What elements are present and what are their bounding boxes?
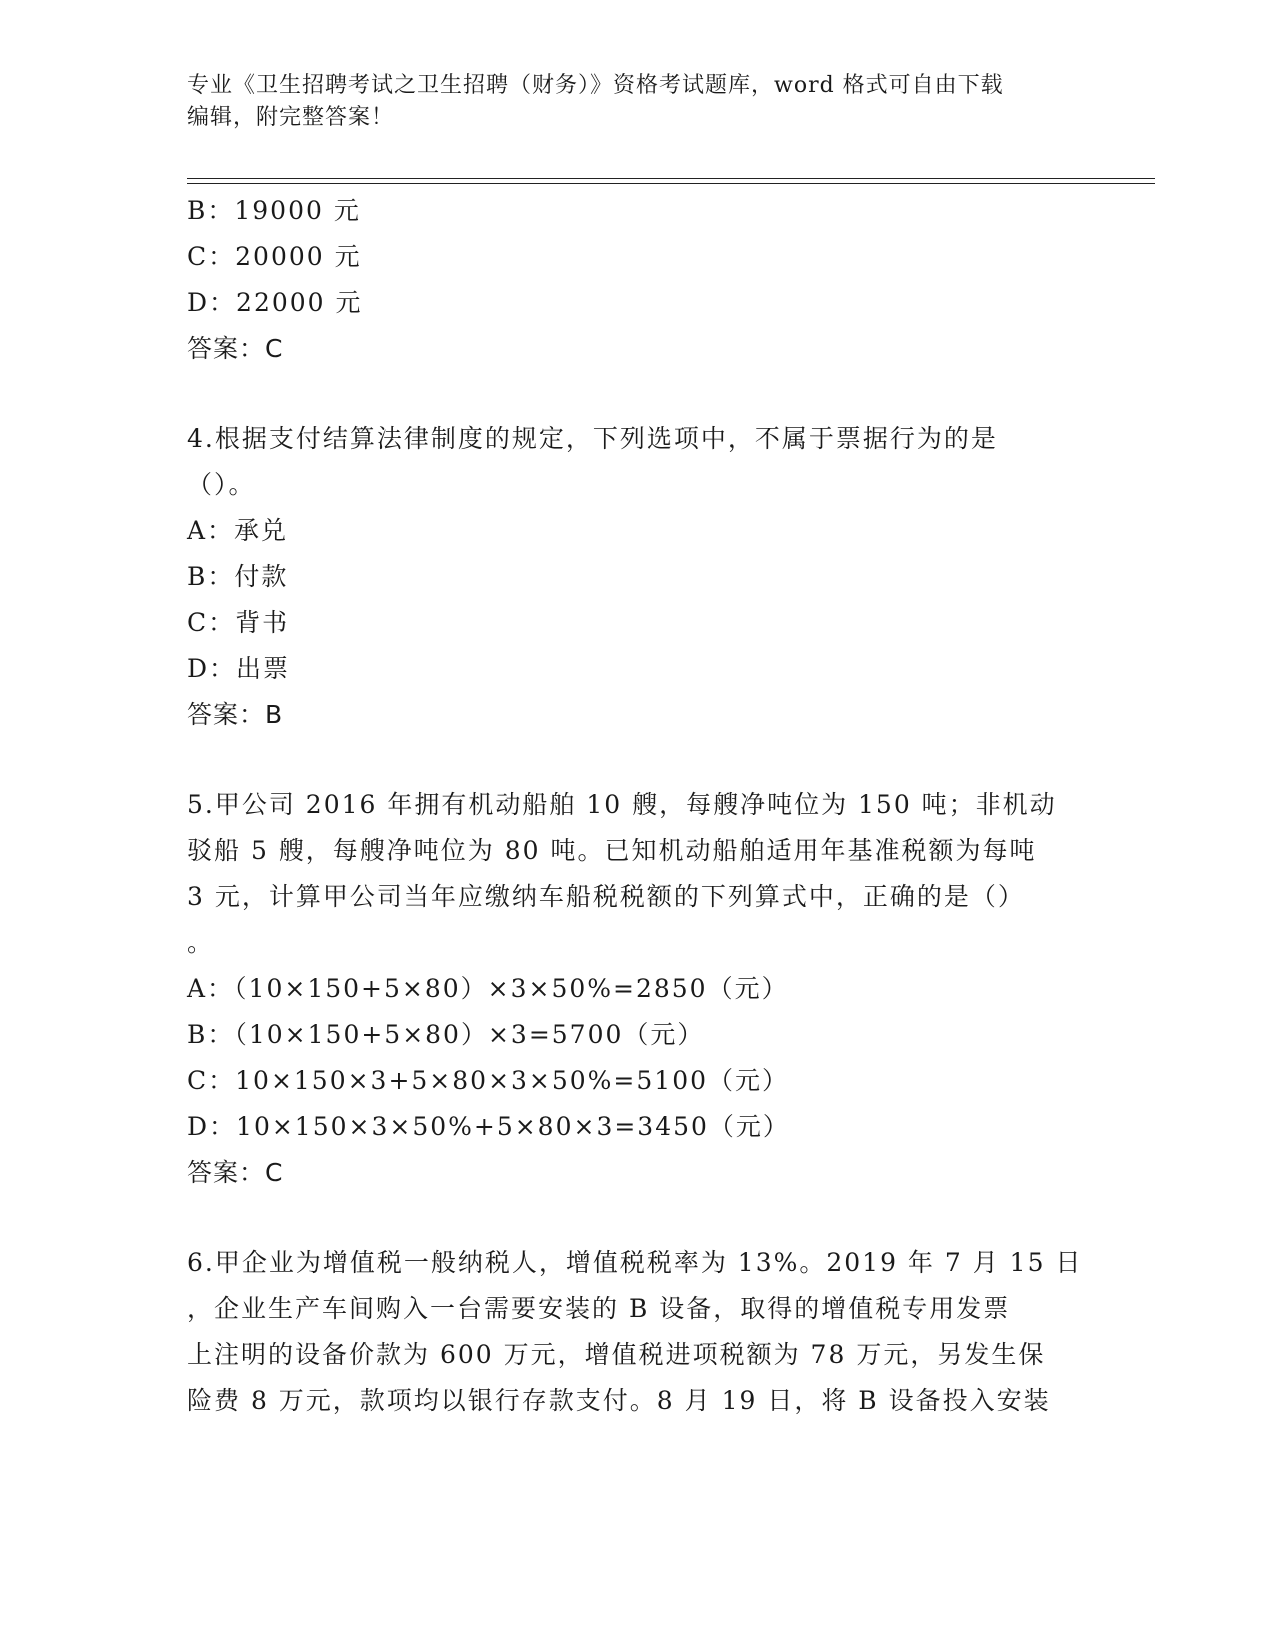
option-b: B：付款 [187,562,289,591]
option-a: A：承兑 [187,516,289,545]
option-b: B：19000 元 [187,196,361,225]
header-rule-top [187,178,1155,179]
option-c: C：背书 [187,608,290,637]
option-a: A：（10×150+5×80）×3×50%=2850（元） [187,974,789,1003]
spacer [187,1196,1087,1240]
question-4 [187,416,1087,738]
question-stem-line: ，企业生产车间购入一台需要安装的 B 设备，取得的增值税专用发票 [187,1294,1011,1323]
option-d: D：22000 元 [187,288,363,317]
question-stem-line: 险费 8 万元，款项均以银行存款支付。8 月 19 日，将 B 设备投入安装 [187,1386,1051,1415]
question-stem-line: 上注明的设备价款为 600 万元，增值税进项税额为 78 万元，另发生保 [187,1340,1046,1369]
option-c: C：20000 元 [187,242,362,271]
question-6 [187,1240,1087,1424]
spacer [187,372,1087,416]
question-stem-line: （）。 [187,470,256,499]
question-stem-line: 5.甲公司 2016 年拥有机动船舶 10 艘，每艘净吨位为 150 吨；非机动 [187,790,1057,819]
question-3-tail [187,188,1087,372]
header-line-2: 编辑，附完整答案！ [187,105,395,130]
option-d: D：10×150×3×50%+5×80×3=3450（元） [187,1112,790,1141]
document-body [187,188,1087,1424]
option-d: D：出票 [187,654,291,683]
question-stem-line: 3 元，计算甲公司当年应缴纳车船税税额的下列算式中，正确的是（） [187,882,1025,911]
option-b: B：（10×150+5×80）×3=5700（元） [187,1020,705,1049]
question-stem-line: 6.甲企业为增值税一般纳税人，增值税税率为 13%。2019 年 7 月 15 日 [187,1248,1083,1277]
answer: 答案：C [187,334,284,363]
spacer [187,738,1087,782]
answer: 答案：B [187,700,284,729]
question-stem-line: 。 [187,928,215,957]
question-stem-line: 4.根据支付结算法律制度的规定，下列选项中，不属于票据行为的是 [187,424,998,453]
option-c: C：10×150×3+5×80×3×50%=5100（元） [187,1066,790,1095]
answer: 答案：C [187,1158,284,1187]
page-header [187,70,1087,134]
header-line-1: 专业《卫生招聘考试之卫生招聘（财务）》资格考试题库，word 格式可自由下载 [187,73,1004,98]
header-rule-bottom [187,183,1155,184]
question-stem-line: 驳船 5 艘，每艘净吨位为 80 吨。已知机动船舶适用年基准税额为每吨 [187,836,1037,865]
question-5 [187,782,1087,1196]
